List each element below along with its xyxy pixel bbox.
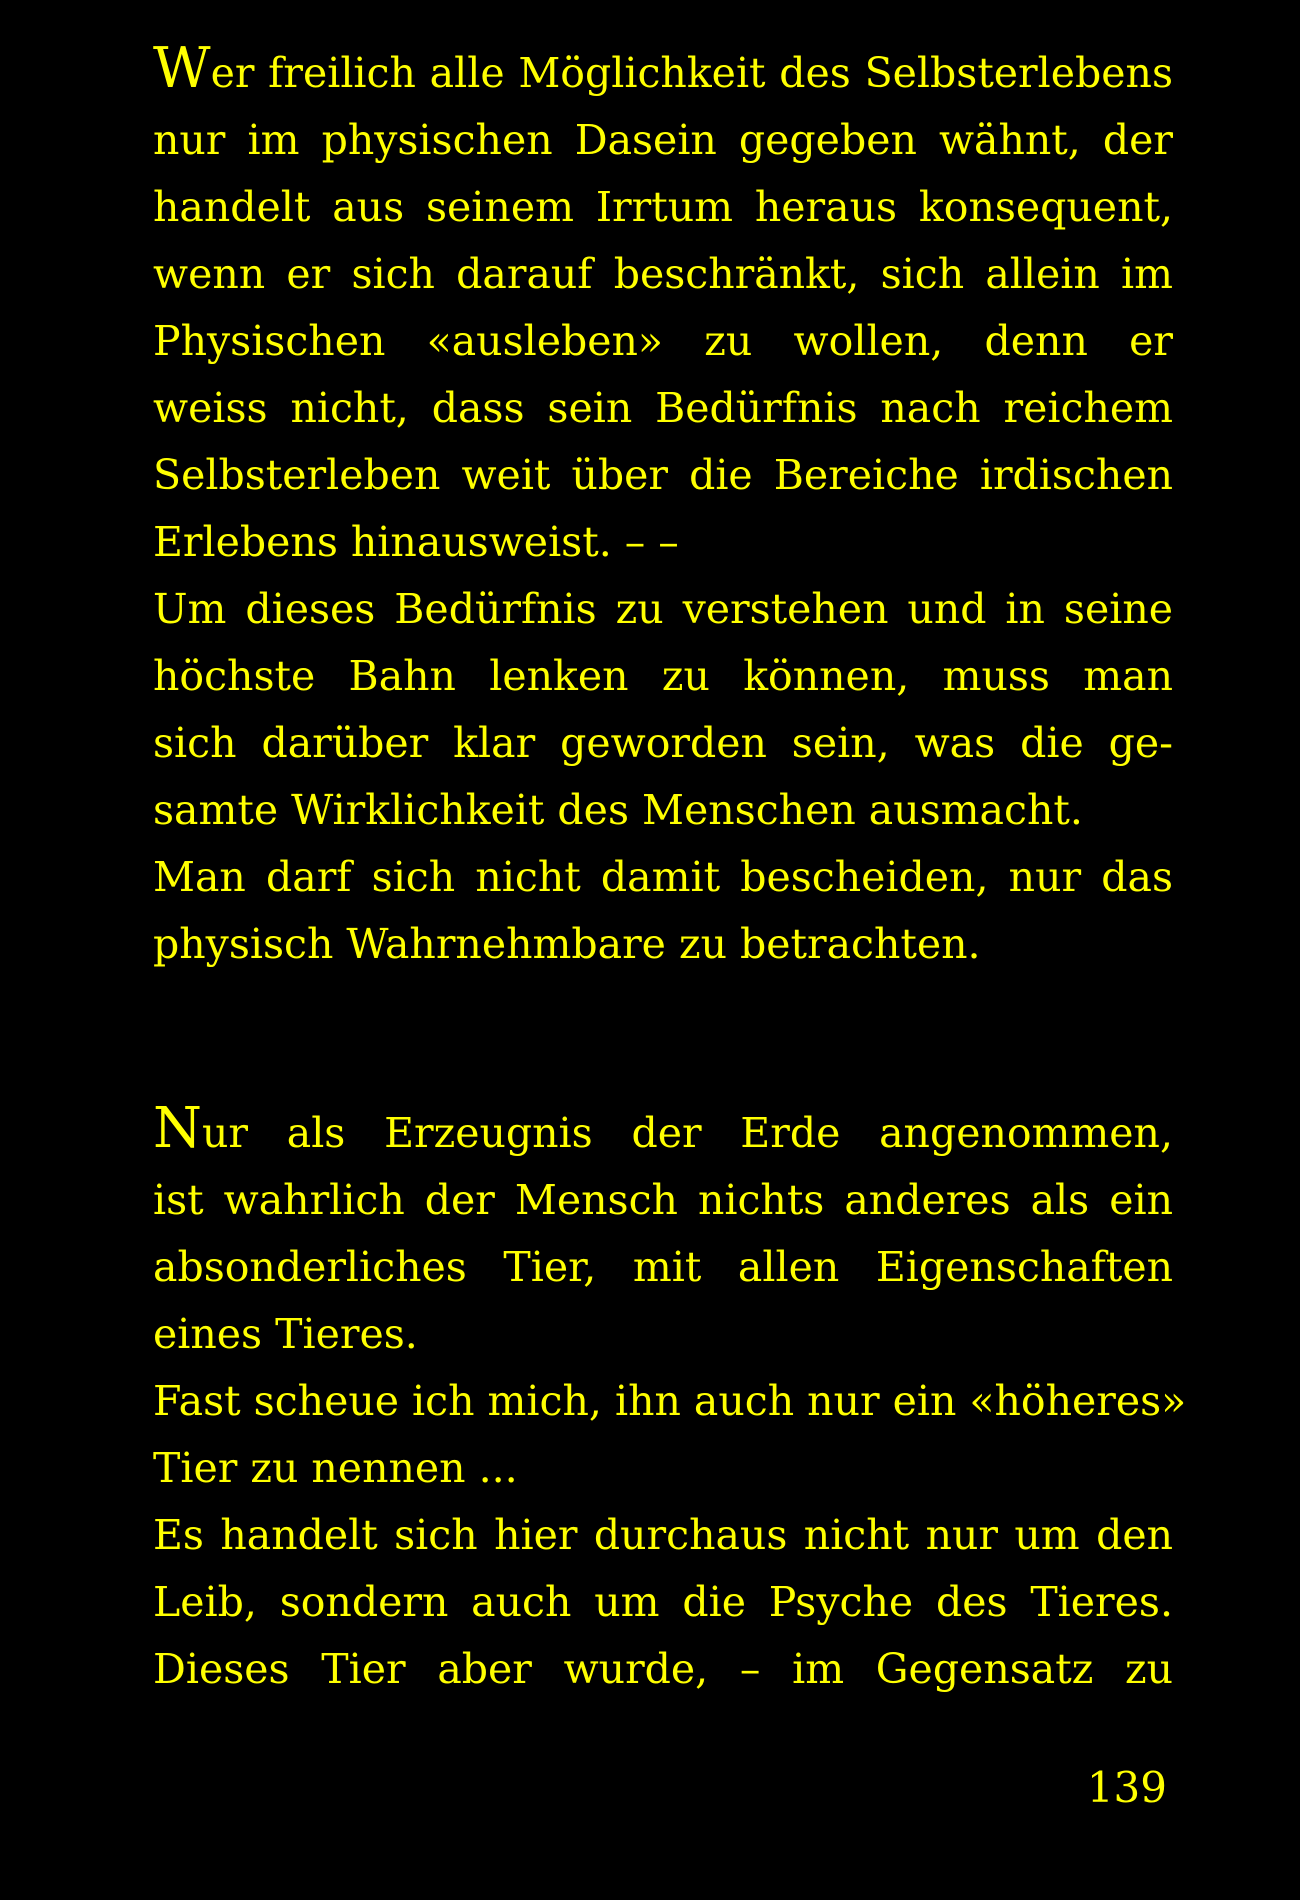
paragraph-1 bbox=[153, 36, 1173, 978]
text-line: Tier zu nennen ... bbox=[153, 1444, 518, 1492]
text-line: Fast scheue ich mich, ihn auch nur ein «höheres» bbox=[153, 1377, 1187, 1425]
text-line: Um dieses Bedürfnis zu verstehen und in seine bbox=[153, 585, 1173, 633]
text-line: höchste Bahn lenken zu können, muss man bbox=[153, 652, 1173, 700]
text-line: sich darüber klar geworden sein, was die ge- bbox=[153, 719, 1173, 767]
text-line: handelt aus seinem Irrtum heraus konsequent, bbox=[153, 183, 1173, 231]
line-text: er freilich alle Möglichkeit des Selbsterlebens bbox=[210, 49, 1173, 97]
text-line: wenn er sich darauf beschränkt, sich allein im bbox=[153, 250, 1173, 298]
text-line bbox=[153, 1096, 1173, 1167]
paragraph-2 bbox=[153, 1096, 1187, 1703]
text-line: Erlebens hinausweist. – – bbox=[153, 518, 679, 566]
page-number: 139 bbox=[1086, 1763, 1167, 1812]
text-line: nur im physischen Dasein gegeben wähnt, der bbox=[153, 116, 1173, 164]
text-line: weiss nicht, dass sein Bedürfnis nach reichem bbox=[153, 384, 1173, 432]
text-line: eines Tieres. bbox=[153, 1310, 418, 1358]
text-line: Selbsterleben weit über die Bereiche irdischen bbox=[153, 451, 1173, 499]
initial-letter: W bbox=[153, 36, 211, 101]
initial-letter: N bbox=[153, 1096, 202, 1161]
text-line: ist wahrlich der Mensch nichts anderes als ein bbox=[153, 1176, 1173, 1224]
text-line: Man darf sich nicht damit bescheiden, nur das bbox=[153, 853, 1173, 901]
text-line: physisch Wahrnehmbare zu betrachten. bbox=[153, 920, 981, 968]
text-line: Leib, sondern auch um die Psyche des Tieres. bbox=[153, 1578, 1173, 1626]
text-line: Dieses Tier aber wurde, – im Gegensatz zu bbox=[153, 1645, 1173, 1693]
text-line: Es handelt sich hier durchaus nicht nur um den bbox=[153, 1511, 1173, 1559]
text-line: samte Wirklichkeit des Menschen ausmacht. bbox=[153, 786, 1083, 834]
text-line: absonderliches Tier, mit allen Eigenschaften bbox=[153, 1243, 1173, 1291]
text-line bbox=[153, 36, 1173, 107]
text-line: Physischen «ausleben» zu wollen, denn er bbox=[153, 317, 1173, 365]
line-text: ur als Erzeugnis der Erde angenommen, bbox=[202, 1109, 1173, 1157]
